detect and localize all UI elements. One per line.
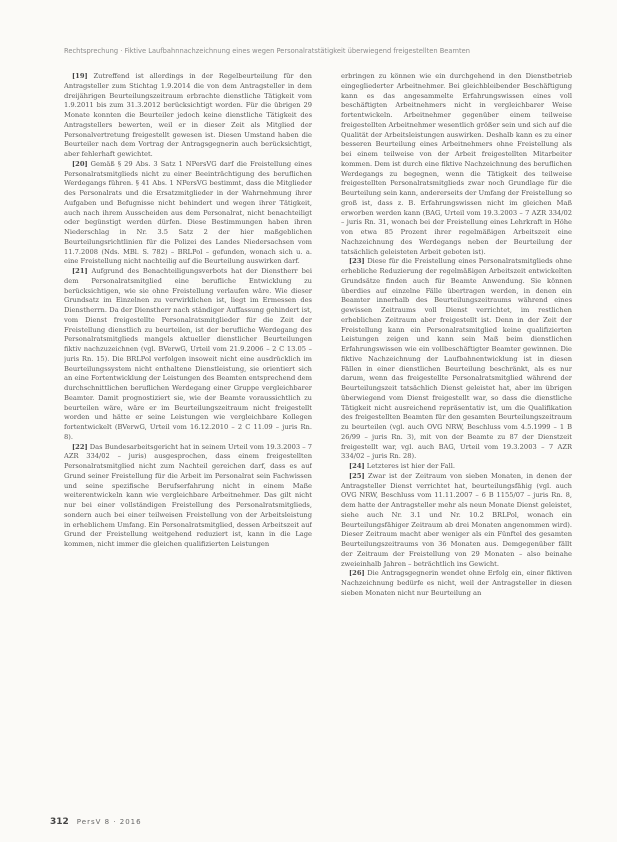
paragraph-text: Diese für die Freistellung eines Personalratsmitglieds ohne erhebliche Reduzierung der regelmäßigen Arbeitszeit entwickelten Grundsätze finden auch für Beamte Anwendung. Sie können überdies auf einzelne Fälle übertragen werden, in denen ein Beamter innerhalb des Beurteilungszeitraums während eines gewissen Zeitraums voll Dienst verrichtet, im restlichen erheblichen Zeitraum aber freigestellt ist. Denn in der Zeit der Freistellung kann ein Personalratsmitglied keine qualifizierten Leistungen zeigen und kann sein Maß beim dienstlichen Erfahrungswissen wie ein vollbeschäftigter Beamter gewinnen. Die fiktive Nachzeichnung der Laufbahnentwicklung ist in diesen Fällen in einer dienstlichen Beurteilung beschränkt, als es nur darum, wenn das freigestellte Personalratsmitglied während der Beurteilungszeit tatsächlich Dienst geleistet hat, aber im übrigen überwiegend vom Dienst freigestellt war, so dass die dienstliche Tätigkeit nicht ausreichend repräsentativ ist, um die Qualifikation des freigestellten Beamten für den gesamten Beurteilungszeitraum zu beurteilen (vgl. auch OVG NRW, Beschluss vom 4.5.1999 – 1 B 26/99 – juris Rn. 3), mit von der Beamte zu 87 der Dienstzeit freigestellt war, vgl. auch BAG, Urteil vom 19.3.2003 – 7 AZR 334/02 – juris Rn. 28). <box>341 257 572 461</box>
paragraph-text: Die Antragsgegnerin wendet ohne Erfolg ein, einer fiktiven Nachzeichnung bedürfe es nicht, weil der Antragsteller in diesen sieben Monaten nicht nur Beurteilung an <box>341 569 572 597</box>
paragraph <box>64 72 312 160</box>
paragraph <box>341 472 572 570</box>
paragraph-number: [24] <box>349 462 365 470</box>
paragraph-text: Das Bundesarbeitsgericht hat in seinem Urteil vom 19.3.2003 – 7 AZR 334/02 – juris) ausgesprochen, dass einem freigestellten Personalratsmitglied nicht zum Nachteil gereichen darf, dass es auf Grund seiner Freistellung für die Arbeit im Personalrat sein Fachwissen und seine spezifische Berufserfahrung nicht in einem Maße weiterentwickeln kann wie vergleichbare Arbeitnehmer. Das gilt nicht nur bei einer vollständigen Freistellung des Personalratsmitglieds, sondern auch bei einer teilweisen Freistellung von der Arbeitsleistung in erheblichem Umfang. Ein Personalratsmitglied, dessen Arbeitszeit auf Grund der Freistellung weitgehend reduziert ist, kann in die Lage kommen, nicht immer die gleichen qualifizierten Leistungen <box>64 442 312 548</box>
running-header: Rechtsprechung · Fiktive Laufbahnnachzeichnung eines wegen Personalratstätigkeit überwiegend freigestellten Beamten <box>64 47 470 55</box>
paragraph-number: [26] <box>349 569 365 578</box>
paragraph <box>64 443 312 550</box>
left-column <box>64 72 312 817</box>
paragraph <box>341 569 572 598</box>
paragraph-text: Gemäß § 29 Abs. 3 Satz 1 NPersVG darf die Freistellung eines Personalratsmitglieds nicht zu einer Beeinträchtigung des beruflichen Werdegangs führen. § 41 Abs. 1 NPersVG bestimmt, dass die Mitglieder des Personalrats und die Ersatzmitglieder in der Wahrnehmung ihrer Aufgaben und Befugnisse nicht behindert und wegen ihrer Tätigkeit, auch nach ihrem Ausscheiden aus dem Personalrat, nicht benachteiligt oder begünstigt werden dürfen. Diese Bestimmungen haben ihren Niederschlag in Nr. 3.5 Satz 2 der hier maßgeblichen Beurteilungsrichtlinien für die Polizei des Landes Niedersachsen vom 11.7.2008 (Nds. MBl. S. 782) – BRLPol – gefunden, wonach sich u. a. eine Freistellung nicht nachteilig auf die Beurteilung auswirken darf. <box>64 159 312 266</box>
paragraph <box>64 160 312 267</box>
paragraph-text: Zutreffend ist allerdings in der Regelbeurteilung für den Antragsteller zum Stichtag 1.9.2014 die von dem Antragsteller in dem dreijährigen Beurteilungszeitraum erbrachte dienstliche Tätigkeit vom 1.9.2011 bis zum 31.3.2012 berücksichtigt worden. Für die übrigen 29 Monate konnten die Beurteiler jedoch keine dienstliche Tätigkeit des Antragstellers bewerten, weil er in dieser Zeit als Mitglied der Personalvertretung freigestellt gewesen ist. Diesen Umstand haben die Beurteiler nach dem Vortrag der Antragsgegnerin auch berücksichtigt, aber fehlerhaft gewichtet. <box>64 72 312 158</box>
page-number: 312 <box>50 817 69 827</box>
paragraph <box>341 462 572 472</box>
paragraph-number: [19] <box>72 72 88 80</box>
paragraph <box>64 267 312 443</box>
paragraph-number: [20] <box>72 159 88 168</box>
right-column <box>341 72 572 817</box>
paragraph-number: [25] <box>349 471 365 480</box>
page-footer <box>50 817 142 827</box>
paragraph-number: [23] <box>349 257 365 266</box>
paragraph-text: Aufgrund des Benachteiligungsverbots hat der Dienstherr bei dem Personalratsmitglied eine berufliche Entwicklung zu berücksichtigen, wie sie ohne Freistellung verlaufen wäre. Wie dieser Grundsatz im Einzelnen zu verwirklichen ist, liegt im Ermessen des Dienstherrn. Da der Dienstherr nach ständiger Auffassung gehindert ist, vom Dienst freigestellte Personalratsmitglieder für die Zeit der Freistellung dienstlich zu beurteilen, ist der berufliche Werdegang des Personalratsmitglieds mangels aktueller dienstlicher Beurteilungen fiktiv nachzuzeichnen (vgl. BVerwG, Urteil vom 21.9.2006 – 2 C 13.05 – juris Rn. 15). Die BRLPol verfolgen insoweit nicht eine ausdrücklich im Beurteilungssystem nicht enthaltene Dienstleistung, sie orientiert sich an eine Fortentwicklung der Leistungen des Beamten entsprechend dem durchschnittlichen beruflichen Werdegang einer Gruppe vergleichbarer Beamter. Damit prognostiziert sie, wie der Beamte voraussichtlich zu beurteilen wäre, wäre er im Beurteilungszeitraum nicht freigestellt worden und hätte er seine Leistungen wie vergleichbare Kollegen fortentwickelt (BVerwG, Urteil vom 16.12.2010 – 2 C 11.09 – juris Rn. 8). <box>64 267 312 441</box>
journal-name: PersV 8 · 2016 <box>76 818 142 826</box>
paragraph-number: [22] <box>72 442 88 451</box>
paragraph <box>341 72 572 257</box>
paragraph-text: Letzteres ist hier der Fall. <box>366 462 455 470</box>
paragraph <box>341 257 572 462</box>
paragraph-number: [21] <box>72 267 88 275</box>
paragraph-text: Zwar ist der Zeitraum von sieben Monaten, in denen der Antragsteller Dienst verrichtet hat, beurteilungsfähig (vgl. auch OVG NRW, Beschluss vom 11.11.2007 – 6 B 1155/07 – juris Rn. 8, dem hatte der Antragsteller mehr als neun Monate Dienst geleistet, siehe auch Nr. 3.1 und Nr. 10.2 BRLPol, wonach ein Beurteilungsfähiger Zeitraum ab drei Monaten angenommen wird). Dieser Zeitraum macht aber weniger als ein Fünftel des gesamten Beurteilungszeitraums von 36 Monaten aus. Demgegenüber fällt der Zeitraum der Freistellung von 29 Monaten – also beinahe zweieinhalb Jahren – beträchtlich ins Gewicht. <box>341 471 572 568</box>
paragraph-text: erbringen zu können wie ein durchgehend in den Dienstbetrieb eingegliederter Arbeitnehmer. Bei gleichbleibender Beschäftigung kann es das angesammelte Erfahrungswissen eines voll beschäftigten Arbeitnehmers nicht in vergleichbarer Weise fortentwickeln. Arbeitnehmer gegenüber einem teilweise freigestellten Arbeitnehmer wesentlich größer sein und sich auf die Qualität der Arbeitsleistungen auswirken. Deshalb kann es zu einer besseren Beurteilung eines Arbeitnehmers ohne Freistellung als bei einem teilweise von der Arbeit freigestellten Mitarbeiter kommen. Dem ist durch eine fiktive Nachzeichnung des beruflichen Werdegangs zu begegnen, wenn die Tätigkeit des teilweise freigestellten Personalratsmitglieds zwar noch Grundlage für die Beurteilung sein kann, andererseits der Umfang der Freistellung so groß ist, dass z. B. Erfahrungswissen nicht im gleichen Maß erworben werden kann (BAG, Urteil vom 19.3.2003 – 7 AZR 334/02 – juris Rn. 31, wonach bei der Freistellung eines Lehrkraft in Höhe von etwa 85 Prozent ihrer regelmäßigen Arbeitszeit eine Nachzeichnung des Werdegangs neben der Beurteilung der tatsächlich geleisteten Arbeit geboten ist). <box>341 72 572 256</box>
